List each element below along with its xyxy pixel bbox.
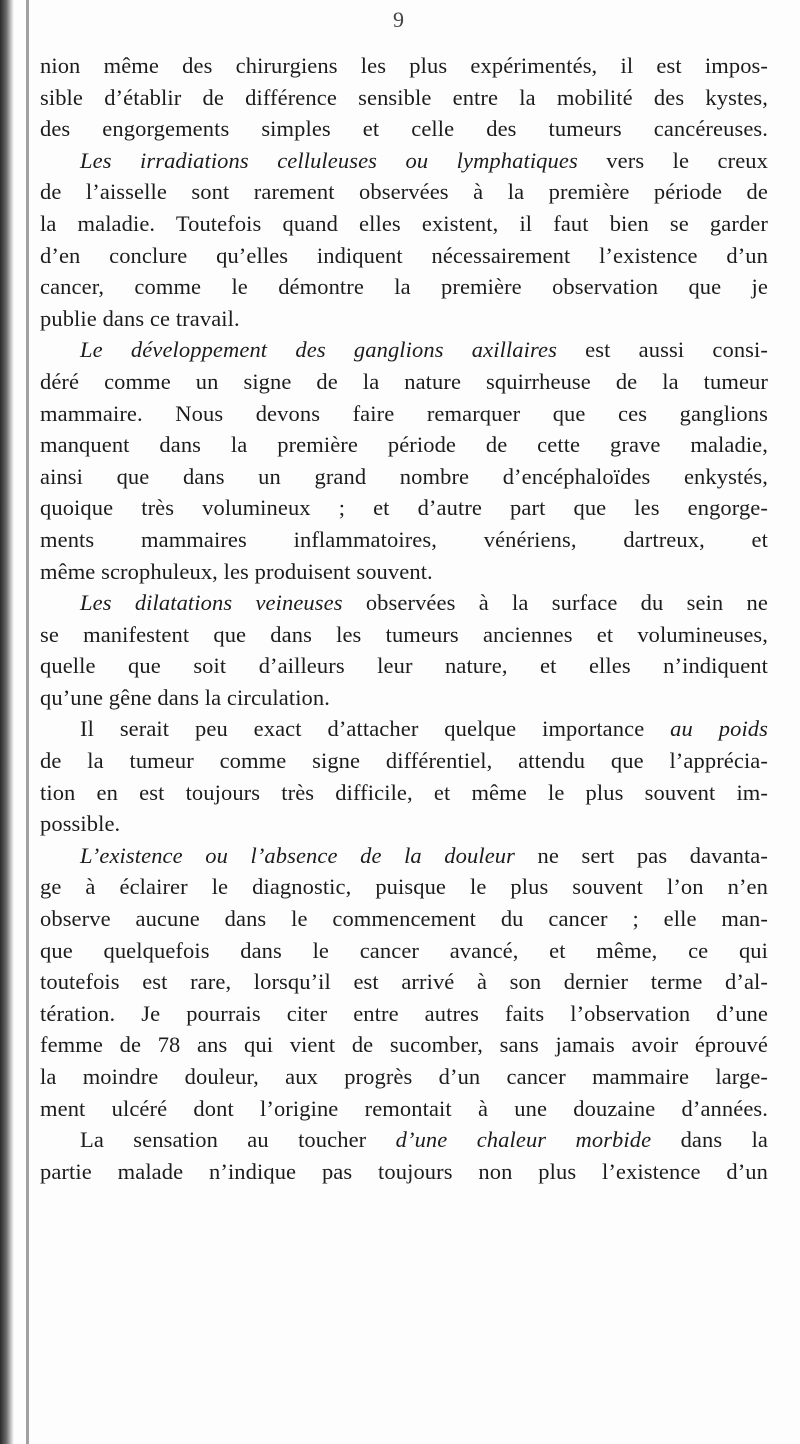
italic-term: L’existence ou l’absence de la douleur: [80, 842, 515, 868]
text-line: [40, 492, 768, 524]
text-line: [40, 1093, 768, 1125]
text-run: tion en est toujours très difficile, et même le plus souvent im-: [40, 779, 768, 805]
italic-term: au poids: [670, 716, 768, 742]
text-run: que quelquefois dans le cancer avancé, et même, ce qui: [40, 937, 768, 963]
text-run: femme de 78 ans qui vient de sucomber, sans jamais avoir éprouvé: [40, 1032, 768, 1058]
text-run: nion même des chirurgiens les plus expérimentés, il est impos-: [40, 53, 768, 78]
text-run: ainsi que dans un grand nombre d’encéphaloïdes enkystés,: [40, 463, 768, 489]
text-run: publie dans ce travail.: [40, 305, 240, 331]
text-run: partie malade n’indique pas toujours non plus l’existence d’un: [40, 1158, 768, 1184]
binding-shadow: [0, 0, 14, 1444]
italic-term: Le développement des ganglions axillaires: [80, 337, 557, 363]
text-run: de l’aisselle sont rarement observées à la première période de: [40, 179, 768, 205]
text-run: observe aucune dans le commencement du cancer ; elle man-: [40, 906, 768, 932]
text-run: mammaire. Nous devons faire remarquer que ces ganglions: [40, 400, 768, 426]
text-line: [40, 1124, 768, 1156]
text-run: manquent dans la première période de cette grave maladie,: [40, 432, 768, 458]
text-line: [40, 808, 768, 840]
text-line: [40, 871, 768, 903]
text-run: cancer, comme le démontre la première observation que je: [40, 274, 768, 300]
text-run: quoique très volumineux ; et d’autre part que les engorge-: [40, 495, 768, 521]
text-run: la maladie. Toutefois quand elles existent, il faut bien se garder: [40, 210, 768, 236]
text-line: [40, 713, 768, 745]
text-line: [40, 461, 768, 493]
text-line: [40, 1156, 768, 1188]
body-text: [40, 50, 768, 1187]
text-line: [40, 935, 768, 967]
text-line: [40, 303, 768, 335]
text-line: [40, 50, 768, 82]
italic-term: Les dilatations veineuses: [80, 590, 343, 616]
text-line: [40, 840, 768, 872]
text-line: [40, 113, 768, 145]
text-line: [40, 429, 768, 461]
text-line: [40, 777, 768, 809]
text-run: la moindre douleur, aux progrès d’un cancer mammaire large-: [40, 1064, 768, 1089]
text-run: ne sert pas davanta-: [515, 842, 768, 868]
text-line: [40, 398, 768, 430]
text-run: Il serait peu exact d’attacher quelque importance: [80, 716, 671, 742]
text-run: de la tumeur comme signe différentiel, attendu que l’apprécia-: [40, 748, 768, 774]
text-run: est aussi consi-: [556, 337, 768, 363]
text-run: se manifestent que dans les tumeurs anciennes et volumineuses,: [40, 621, 768, 647]
text-run: déré comme un signe de la nature squirrheuse de la tumeur: [40, 368, 768, 394]
page-number: 9: [393, 7, 404, 32]
text-run: La sensation au toucher: [80, 1127, 396, 1153]
text-run: sible d’établir de différence sensible entre la mobilité des kystes,: [40, 84, 768, 110]
text-line: [40, 1061, 768, 1093]
text-run: d’en conclure qu’elles indiquent nécessairement l’existence d’un: [40, 242, 768, 268]
text-line: [40, 145, 768, 177]
text-run: qu’une gêne dans la circulation.: [40, 684, 330, 710]
text-line: [40, 240, 768, 272]
text-line: [40, 334, 768, 366]
text-line: [40, 966, 768, 998]
text-run: vers le creux: [577, 147, 768, 173]
text-line: [40, 903, 768, 935]
binding-edge: [26, 0, 29, 1444]
text-run: tération. Je pourrais citer entre autres faits l’observation d’une: [40, 1000, 768, 1026]
text-run: toutefois est rare, lorsqu’il est arrivé à son dernier terme d’al-: [40, 969, 768, 995]
text-run: même scrophuleux, les produisent souvent.: [40, 558, 433, 584]
text-run: des engorgements simples et celle des tumeurs cancéreuses.: [40, 116, 768, 142]
italic-term: Les irradiations celluleuses ou lymphatiques: [80, 147, 578, 173]
italic-term: d’une chaleur morbide: [395, 1127, 652, 1153]
text-line: [40, 619, 768, 651]
text-line: [40, 650, 768, 682]
text-run: observées à la surface du sein ne: [342, 590, 768, 616]
text-line: [40, 682, 768, 714]
text-line: [40, 556, 768, 588]
text-run: ment ulcéré dont l’origine remontait à une douzaine d’années.: [40, 1095, 768, 1121]
text-run: quelle que soit d’ailleurs leur nature, et elles n’indiquent: [40, 653, 768, 679]
text-line: [40, 176, 768, 208]
text-run: dans la: [651, 1127, 768, 1153]
text-line: [40, 745, 768, 777]
text-line: [40, 1029, 768, 1061]
text-line: [40, 271, 768, 303]
text-line: [40, 587, 768, 619]
text-line: [40, 524, 768, 556]
text-run: ge à éclairer le diagnostic, puisque le plus souvent l’on n’en: [40, 874, 768, 900]
text-line: [40, 366, 768, 398]
text-run: possible.: [40, 811, 121, 837]
text-line: [40, 998, 768, 1030]
text-line: [40, 82, 768, 114]
text-run: ments mammaires inflammatoires, vénériens, dartreux, et: [40, 526, 768, 552]
text-line: [40, 208, 768, 240]
